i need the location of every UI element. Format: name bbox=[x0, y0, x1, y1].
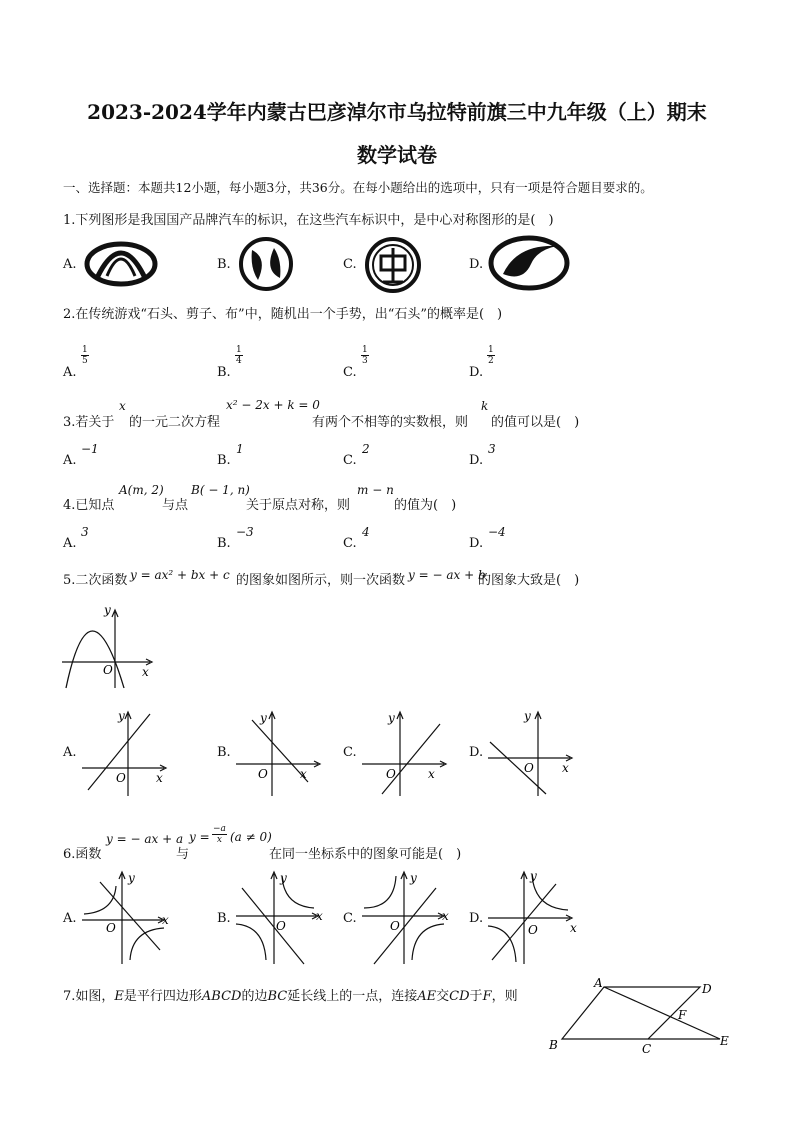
q3-stem-part4: 的值可以是( ) bbox=[491, 415, 580, 430]
q1-option-d-label: D. bbox=[469, 257, 484, 272]
q4-point-b: B( − 1, n) bbox=[191, 483, 250, 497]
q6-stem-part2: 与 bbox=[176, 847, 190, 862]
q5-main-origin: O bbox=[103, 663, 113, 677]
q6-stem-part3: 在同一坐标系中的图象可能是( ) bbox=[269, 847, 462, 862]
q4-option-d-value: −4 bbox=[488, 525, 506, 539]
q5-stem-part3: 的图象大致是( ) bbox=[478, 573, 580, 588]
q1-option-a-label: A. bbox=[63, 257, 77, 272]
q5-quadratic: y = ax² + bx + c bbox=[130, 568, 230, 582]
section-heading: 一、选择题：本题共12小题，每小题3分，共36分。在每小题给出的选项中，只有一项是符合题目要求的。 bbox=[63, 180, 653, 195]
q4-stem-part1: 4.已知点 bbox=[63, 498, 115, 513]
q1-stem: 1.下列图形是我国国产品牌汽车的标识，在这些汽车标识中，是中心对称图形的是( ) bbox=[63, 213, 554, 228]
q5-d-y-label: y bbox=[524, 709, 531, 723]
q4-stem-part4: 的值为( ) bbox=[394, 498, 457, 513]
q6-option-b-graph bbox=[234, 868, 329, 968]
q7-label-e: E bbox=[720, 1034, 729, 1048]
q4-option-a-value: 3 bbox=[81, 525, 89, 539]
q3-option-d-value: 3 bbox=[488, 442, 496, 456]
q7-label-b: B bbox=[549, 1038, 558, 1052]
q3-option-b-value: 1 bbox=[236, 442, 244, 456]
q6-option-d-label: D. bbox=[469, 911, 484, 926]
q1-option-c-label: C. bbox=[343, 257, 357, 272]
q4-stem-part3: 关于原点对称，则 bbox=[246, 498, 351, 513]
q3-option-a-label: A. bbox=[63, 453, 77, 468]
q5-a-origin: O bbox=[116, 771, 126, 785]
q4-expr: m − n bbox=[357, 483, 394, 497]
q3-option-c-label: C. bbox=[343, 453, 357, 468]
q6-b-y-label: y bbox=[280, 871, 287, 885]
q4-point-a: A(m, 2) bbox=[119, 483, 164, 497]
q5-option-c-label: C. bbox=[343, 745, 357, 760]
q5-stem-part1: 5.二次函数 bbox=[63, 573, 128, 588]
q5-a-y-label: y bbox=[118, 709, 125, 723]
q3-equation: x² − 2x + k = 0 bbox=[226, 398, 320, 412]
q5-option-a-label: A. bbox=[63, 745, 77, 760]
q6-inverse-cond: (a ≠ 0) bbox=[230, 830, 272, 844]
q6-option-c-graph bbox=[360, 868, 455, 968]
q1-logo-c bbox=[364, 236, 422, 294]
q6-a-x-label: x bbox=[162, 913, 169, 927]
q3-stem-part1: 3.若关于 bbox=[63, 415, 115, 430]
q4-option-b-label: B. bbox=[217, 536, 231, 551]
q5-b-origin: O bbox=[258, 767, 268, 781]
q1-option-b-label: B. bbox=[217, 257, 231, 272]
q5-d-origin: O bbox=[524, 761, 534, 775]
q4-option-c-value: 4 bbox=[362, 525, 370, 539]
q1-logo-a bbox=[83, 234, 159, 290]
q5-option-b-graph bbox=[234, 706, 329, 798]
q2-option-b-value: $\frac{1}{4}$ bbox=[236, 345, 242, 366]
q3-stem-part2: 的一元二次方程 bbox=[129, 415, 221, 430]
q6-c-x-label: x bbox=[442, 909, 449, 923]
q3-var-x: x bbox=[119, 399, 126, 413]
q6-option-a-label: A. bbox=[63, 911, 77, 926]
q5-option-b-label: B. bbox=[217, 745, 231, 760]
q6-option-a-graph bbox=[80, 868, 175, 968]
q3-option-c-value: 2 bbox=[362, 442, 370, 456]
q7-label-f: F bbox=[678, 1008, 687, 1022]
q1-logo-b bbox=[238, 236, 294, 292]
q7-parallelogram-figure bbox=[544, 975, 734, 1057]
q5-c-x-label: x bbox=[428, 767, 435, 781]
page-subtitle: 数学试卷 bbox=[357, 143, 437, 167]
q6-stem-part1: 6.函数 bbox=[63, 847, 102, 862]
q4-option-d-label: D. bbox=[469, 536, 484, 551]
q5-option-a-graph bbox=[80, 706, 175, 798]
q6-d-origin: O bbox=[528, 923, 538, 937]
q2-option-c-label: C. bbox=[343, 365, 357, 380]
q2-stem: 2.在传统游戏“石头、剪子、布”中，随机出一个手势，出“石头”的概率是( ) bbox=[63, 307, 503, 322]
q2-option-c-value: $\frac{1}{3}$ bbox=[362, 345, 368, 366]
q6-linear: y = − ax + a bbox=[106, 832, 184, 846]
page-title: 2023-2024学年内蒙古巴彦淖尔市乌拉特前旗三中九年级（上）期末 bbox=[87, 100, 707, 124]
q5-a-x-label: x bbox=[156, 771, 163, 785]
q4-option-c-label: C. bbox=[343, 536, 357, 551]
q5-b-x-label: x bbox=[300, 767, 307, 781]
q5-c-origin: O bbox=[386, 767, 396, 781]
q1-logo-d bbox=[487, 234, 571, 292]
q5-linear: y = − ax + b bbox=[408, 568, 486, 582]
q5-option-d-label: D. bbox=[469, 745, 484, 760]
q5-option-d-graph bbox=[486, 706, 581, 798]
q4-option-a-label: A. bbox=[63, 536, 77, 551]
q3-stem-part3: 有两个不相等的实数根，则 bbox=[312, 415, 469, 430]
q7-stem: 7.如图，E是平行四边形ABCD的边BC延长线上的一点，连接AE交CD于F，则 bbox=[63, 989, 518, 1004]
q3-option-a-value: −1 bbox=[81, 442, 99, 456]
q6-a-y-label: y bbox=[128, 871, 135, 885]
q2-option-a-value: $\frac{1}{5}$ bbox=[82, 345, 88, 366]
q6-option-d-graph bbox=[486, 868, 581, 968]
q4-stem-part2: 与点 bbox=[162, 498, 189, 513]
q5-c-y-label: y bbox=[388, 711, 395, 725]
q7-label-d: D bbox=[702, 982, 712, 996]
q2-option-d-label: D. bbox=[469, 365, 484, 380]
q6-d-y-label: y bbox=[530, 869, 537, 883]
q6-b-origin: O bbox=[276, 919, 286, 933]
q5-stem-part2: 的图象如图所示，则一次函数 bbox=[236, 573, 406, 588]
q7-label-a: A bbox=[594, 976, 603, 990]
q5-d-x-label: x bbox=[562, 761, 569, 775]
q6-b-x-label: x bbox=[316, 909, 323, 923]
q6-inverse-lhs: y = bbox=[189, 830, 210, 844]
q7-label-c: C bbox=[642, 1042, 652, 1056]
q5-b-y-label: y bbox=[260, 711, 267, 725]
q6-a-origin: O bbox=[106, 921, 116, 935]
q5-option-c-graph bbox=[360, 706, 455, 798]
q4-option-b-value: −3 bbox=[236, 525, 254, 539]
q6-inverse-frac: $\frac{-a}{x}$ bbox=[213, 824, 226, 845]
q6-option-c-label: C. bbox=[343, 911, 357, 926]
q5-main-y-label: y bbox=[104, 604, 111, 617]
q3-option-b-label: B. bbox=[217, 453, 231, 468]
q3-var-k: k bbox=[481, 399, 489, 413]
q3-option-d-label: D. bbox=[469, 453, 484, 468]
q2-option-b-label: B. bbox=[217, 365, 231, 380]
q5-main-x-label: x bbox=[142, 665, 149, 679]
q2-option-a-label: A. bbox=[63, 365, 77, 380]
q6-option-b-label: B. bbox=[217, 911, 231, 926]
q6-d-x-label: x bbox=[570, 921, 577, 935]
q5-parabola-graph bbox=[60, 604, 160, 690]
q6-c-origin: O bbox=[390, 919, 400, 933]
q2-option-d-value: $\frac{1}{2}$ bbox=[488, 345, 494, 366]
q6-c-y-label: y bbox=[410, 871, 417, 885]
